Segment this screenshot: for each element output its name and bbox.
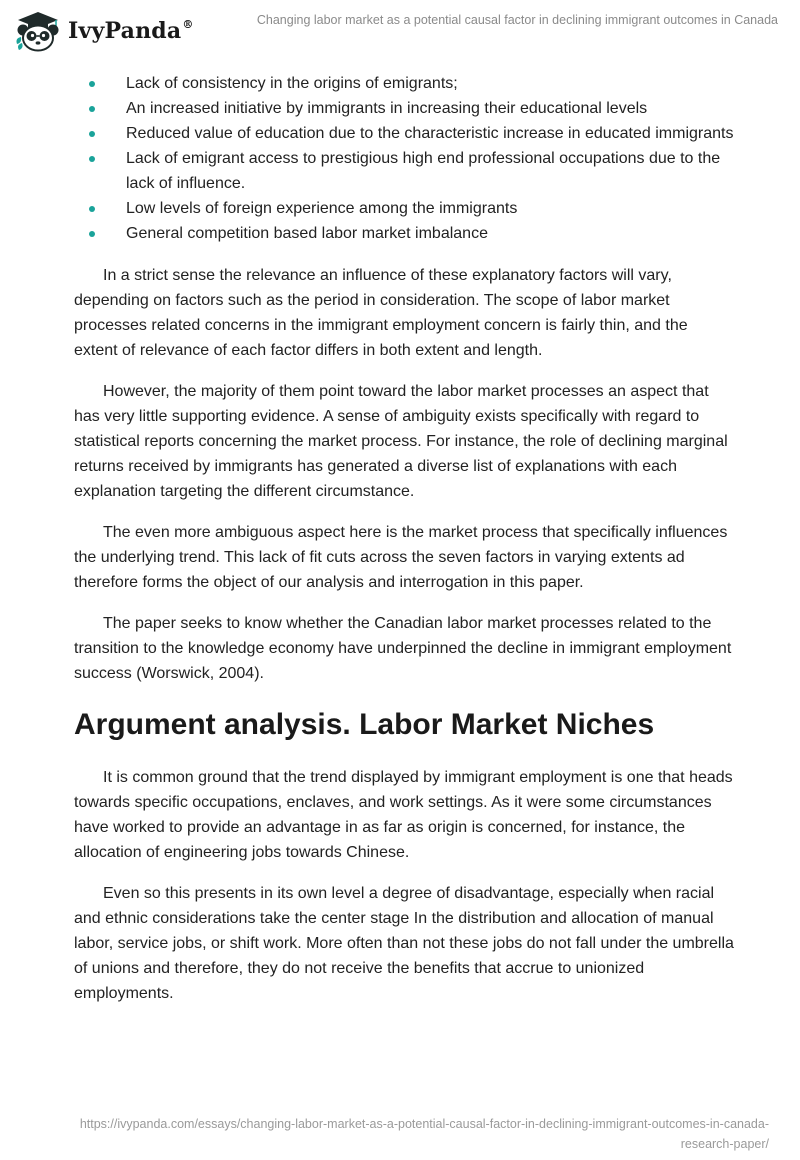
factor-list	[74, 71, 734, 246]
paragraph: It is common ground that the trend displayed by immigrant employment is one that heads towards specific occupations, enclaves, and work settings. As it were some circumstances have worked to provide an advantage in as far as origin is concerned, for instance, the allocation of engineering jobs towards Chinese.	[74, 769, 733, 861]
page-header	[0, 0, 800, 60]
bullet-icon	[89, 206, 95, 212]
essay-body	[74, 71, 734, 1006]
list-item	[74, 71, 734, 96]
brand-name	[68, 18, 194, 44]
paragraph: Even so this presents in its own level a degree of disadvantage, especially when racial and ethnic considerations take the center stage In the distribution and allocation of manual labor, service jobs, or shift work. More often than not these jobs do not fall under the umbrella of unions and therefore, they do not receive the benefits that accrue to unionized employments.	[74, 885, 734, 1002]
list-item-text: Lack of consistency in the origins of emigrants;	[126, 75, 458, 92]
bullet-icon	[89, 131, 95, 137]
paragraph: The even more ambiguous aspect here is the market process that specifically influences the underlying trend. This lack of fit cuts across the seven factors in varying extents ad therefore forms the object of our analysis and interrogation in this paper.	[74, 524, 728, 591]
document-title: Changing labor market as a potential causal factor in declining immigrant outcomes in Canada	[256, 13, 778, 27]
list-item	[74, 121, 734, 146]
bullet-icon	[89, 231, 95, 237]
paragraph: However, the majority of them point toward the labor market processes an aspect that has very little supporting evidence. A sense of ambiguity exists specifically with regard to statistical reports concerning the market process. For instance, the role of declining marginal returns received by immigrants has generated a diverse list of explanations with each explanation targeting the different circumstance.	[74, 383, 728, 500]
section-heading: Argument analysis. Labor Market Niches	[74, 708, 655, 741]
list-item	[74, 96, 734, 121]
list-item	[74, 196, 734, 221]
list-item-text: General competition based labor market imbalance	[126, 225, 488, 242]
list-item-text: Low levels of foreign experience among the immigrants	[126, 200, 518, 217]
ivypanda-logo[interactable]	[14, 10, 194, 52]
source-url[interactable]: https://ivypanda.com/essays/changing-labor-market-as-a-potential-causal-factor-in-declining-immigrant-outcomes-in-canada-research-paper/	[79, 1117, 769, 1151]
list-item-text: Lack of emigrant access to prestigious high end professional occupations due to the lack of influence.	[126, 150, 721, 192]
list-item-text: Reduced value of education due to the characteristic increase in educated immigrants	[126, 125, 734, 142]
bullet-icon	[89, 106, 95, 112]
registered-mark: ®	[182, 18, 194, 31]
bullet-icon	[89, 156, 95, 162]
bullet-icon	[89, 81, 95, 87]
paragraph: The paper seeks to know whether the Canadian labor market processes related to the transition to the knowledge economy have underpinned the decline in immigrant employment success (Worswick, 2004).	[74, 615, 732, 682]
list-item-text: An increased initiative by immigrants in increasing their educational levels	[126, 100, 648, 117]
paragraph: In a strict sense the relevance an influence of these explanatory factors will vary, depending on factors such as the period in consideration. The scope of labor market processes related concerns in the immigrant employment concern is fairly thin, and the extent of relevance of each factor differs in both extent and length.	[74, 267, 688, 359]
panda-graduate-icon	[14, 10, 62, 52]
list-item	[74, 146, 734, 196]
list-item	[74, 221, 734, 246]
brand-text: IvyPanda	[68, 18, 182, 44]
